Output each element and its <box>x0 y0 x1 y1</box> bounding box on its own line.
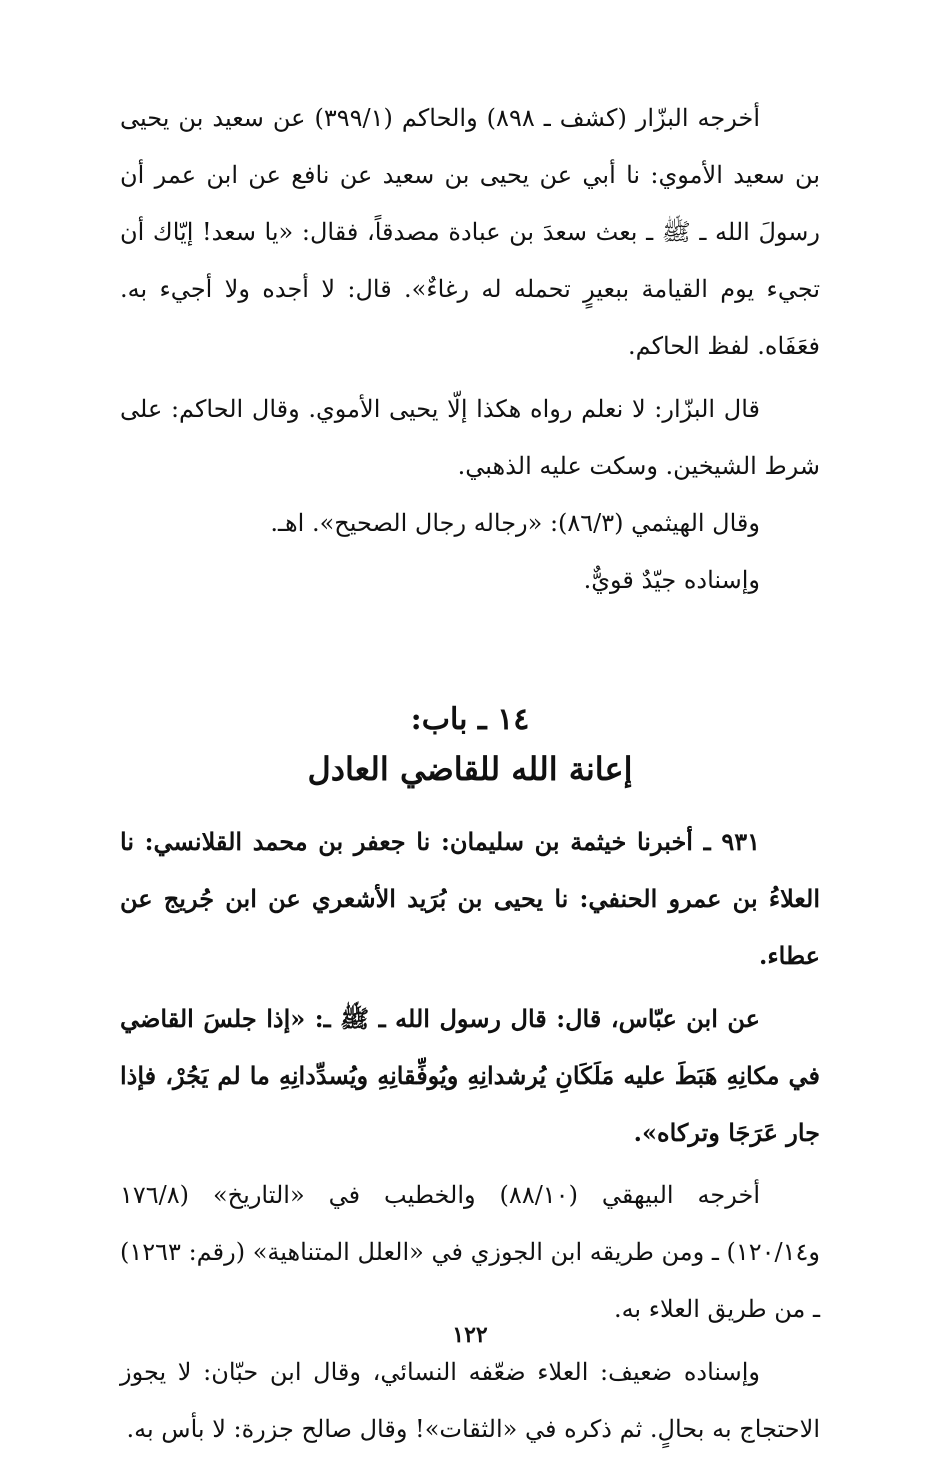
chapter-subtitle: إعانة الله للقاضي العادل <box>307 750 633 788</box>
haythami-comment: وقال الهيثمي (٨٦/٣): «رجاله رجال الصحيح». اهـ. <box>270 509 760 537</box>
isnad-grade: وإسناده جيّدٌ قويٌّ. <box>583 566 760 594</box>
book-page <box>120 90 821 1443</box>
bazzar-comment-paragraph: قال البزّار: لا نعلم رواه هكذا إلّا يحيى الأموي. وقال الحاكم: على شرط الشيخين. وسكت عليه الذهبي. <box>120 395 820 480</box>
hadith-grade: وإسناده ضعيف: العلاء ضعّفه النسائي، وقال ابن حبّان: لا يجوز الاحتجاج به بحالٍ. ثم ذكره في «الثقات»! وقال صالح جزرة: لا بأس به. <box>120 1358 820 1443</box>
hadith-matn: عن ابن عبّاس، قال: قال رسول الله ـ ﷺ ـ: «إذا جلسَ القاضي في مكانِهِ هَبَطَ عليه مَلَكَانِ يُرشدانِهِ ويُوفِّقانِهِ ويُسدِّدانِهِ ما لم يَجُرْ، فإذا جار عَرَجَا وتركاه». <box>120 1004 820 1147</box>
chapter-title: ١٤ ـ باب: <box>410 702 530 737</box>
takhrij-paragraph: أخرجه البزّار (كشف ـ ٨٩٨) والحاكم (٣٩٩/١) عن سعيد بن يحيى بن سعيد الأموي: نا أبي عن يحيى بن سعيد عن نافع عن ابن عمر أن رسولَ الله ـ ﷺ ـ بعث سعدَ بن عبادة مصدقاً، فقال: «يا سعد! إيّاك أن تجيء يوم القيامة ببعيرٍ تحمله له رغاءٌ». قال: لا أجده ولا أجيء به. فعَفَاه. لفظ الحاكم. <box>120 104 820 360</box>
hadith-isnad: ٩٣١ ـ أخبرنا خيثمة بن سليمان: نا جعفر بن محمد القلانسي: نا العلاءُ بن عمرو الحنفي: نا يحيى بن بُرَيد الأشعري عن ابن جُريج عن عطاء. <box>120 827 820 970</box>
page-number: ١٢٢ <box>452 1322 488 1348</box>
hadith-takhrij: أخرجه البيهقي (٨٨/١٠) والخطيب في «التاريخ» (١٧٦/٨ و١٢٠/١٤) ـ ومن طريقه ابن الجوزي في «العلل المتناهية» (رقم: ١٢٦٣) ـ من طريق العلاء به. <box>120 1181 821 1323</box>
